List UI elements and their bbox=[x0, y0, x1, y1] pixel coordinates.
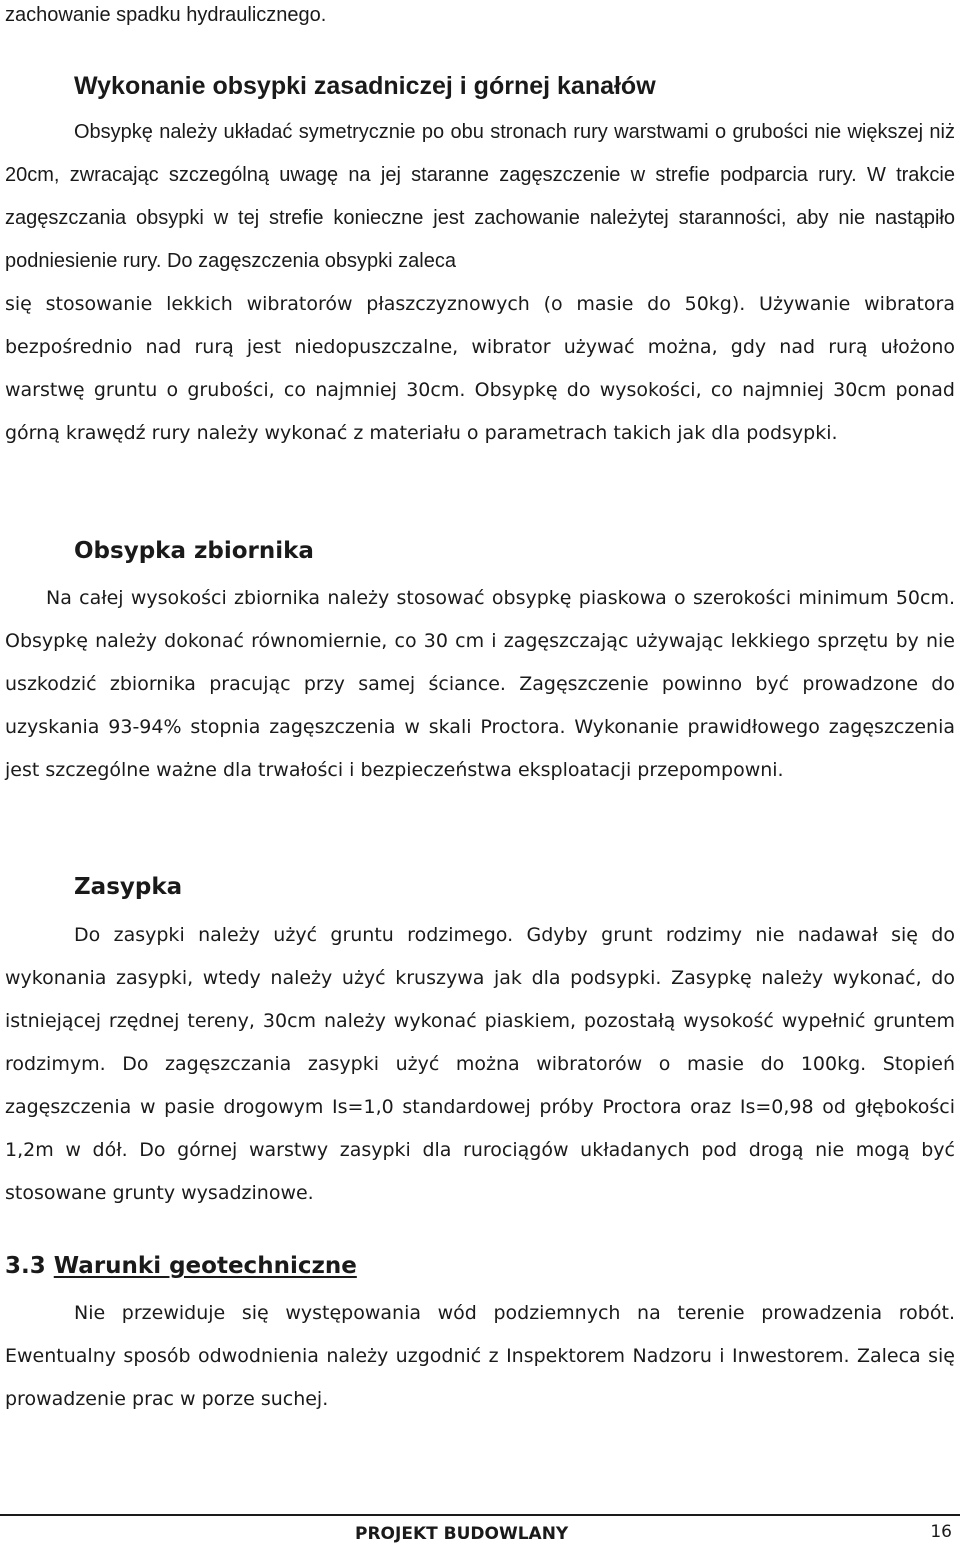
paragraph-zasypka: Do zasypki należy użyć gruntu rodzimego. Gdyby grunt rodzimy nie nadawał się do wykonania zasypki, wtedy należy użyć kruszywa jak dla podsypki. Zasypkę należy wykonać, do istniejącej rzędnej tereny, 30cm należy wykonać piaskiem, pozostałą wysokość wypełnić gruntem rodzimym. Do zagęszczania zasypki użyć można wibratorów o masie do 100kg. Stopień zagęszczenia w pasie drogowym Is=1,0 standardowej próby Proctora oraz Is=0,98 od głębokości 1,2m w dół. Do górnej warstwy zasypki dla rurociągów układanych pod drogą nie mogą być stosowane grunty wysadzinowe. bbox=[5, 924, 955, 1204]
footer-title: PROJEKT BUDOWLANY bbox=[355, 1524, 569, 1544]
heading-obsypka-zasadnicza: Wykonanie obsypki zasadniczej i górnej kanałów bbox=[74, 72, 656, 100]
heading-zasypka: Zasypka bbox=[74, 874, 183, 900]
heading-obsypka-zbiornika: Obsypka zbiornika bbox=[74, 538, 314, 564]
paragraph-warunki-geotechniczne: Nie przewiduje się występowania wód podziemnych na terenie prowadzenia robót. Ewentualny sposób odwodnienia należy uzgodnić z Inspektorem Nadzoru i Inwestorem. Zaleca się prowadzenie prac w porze suchej. bbox=[5, 1302, 955, 1410]
section-title: Warunki geotechniczne bbox=[53, 1253, 357, 1279]
section-number: 3.3 bbox=[5, 1253, 46, 1279]
paragraph-obsypka-zasadnicza-part2: się stosowanie lekkich wibratorów płaszczyznowych (o masie do 50kg). Używanie wibratora bezpośrednio nad rurą jest niedopuszczalne, wibrator używać można, gdy nad rurą ułożono warstwę gruntu o grubości, co najmniej 30cm. Obsypkę do wysokości, co najmniej 30cm ponad górną krawędź rury należy wykonać z materiału o parametrach takich jak dla podsypki. bbox=[5, 293, 955, 444]
footer-divider bbox=[0, 1514, 960, 1516]
page-number: 16 bbox=[930, 1522, 952, 1542]
intro-fragment: zachowanie spadku hydraulicznego. bbox=[5, 4, 327, 26]
heading-warunki-geotechniczne bbox=[5, 1250, 357, 1282]
paragraph-obsypka-zbiornika: Na całej wysokości zbiornika należy stosować obsypkę piaskowa o szerokości minimum 50cm. Obsypkę należy dokonać równomiernie, co 30 cm i zagęszczając używając lekkiego sprzętu by nie uszkodzić zbiornika pracując przy samej ściance. Zagęszczenie powinno być prowadzone do uzyskania 93-94% stopnia zagęszczenia w skali Proctora. Wykonanie prawidłowego zagęszczenia jest szczególne ważne dla trwałości i bezpieczeństwa eksploatacji przepompowni. bbox=[5, 587, 955, 781]
paragraph-obsypka-zasadnicza-part1: Obsypkę należy układać symetrycznie po obu stronach rury warstwami o grubości nie większej niż 20cm, zwracając szczególną uwagę na jej staranne zagęszczenie w strefie podparcia rury. W trakcie zagęszczania obsypki w tej strefie konieczne jest zachowanie należytej staranności, aby nie nastąpiło podniesienie rury. Do zagęszczenia obsypki zaleca bbox=[5, 121, 955, 272]
